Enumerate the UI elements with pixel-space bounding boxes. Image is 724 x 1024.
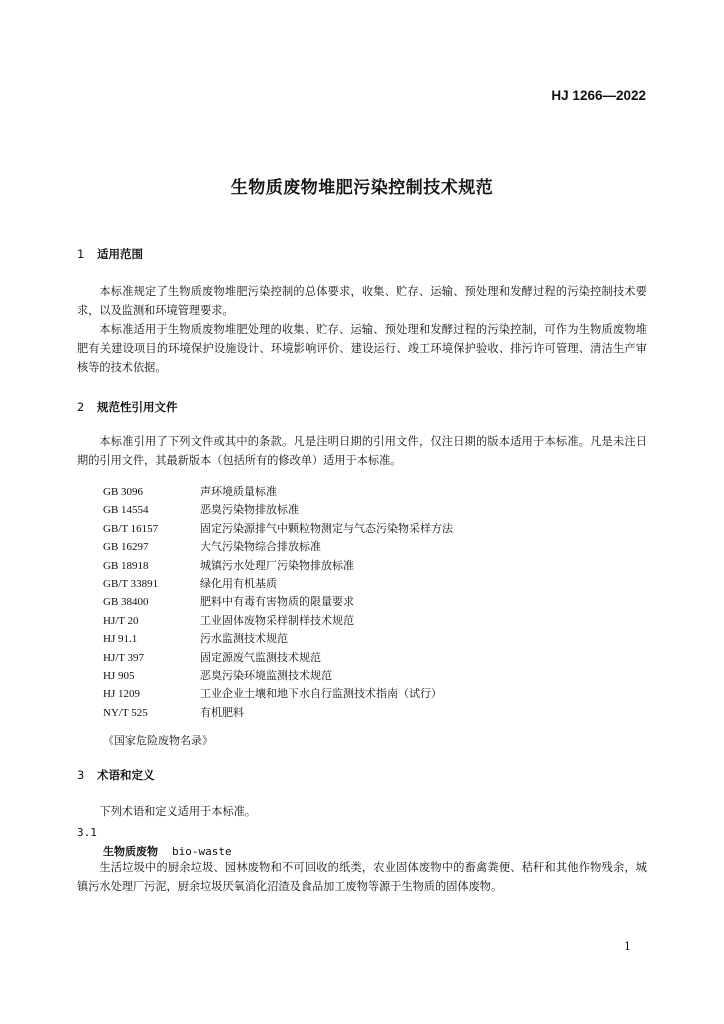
section-1-paragraph-2: 本标准适用于生物质废物堆肥处理的收集、贮存、运输、预处理和发酵过程的污染控制，可作为生物质废物堆肥有关建设项目的环境保护设施设计、环境影响评价、建设运行、竣工环境保护验收、排污许可管理、清洁生产审核等的技术依据。 (77, 323, 647, 374)
section-number: 1 (77, 247, 85, 261)
section-3-heading (77, 767, 155, 783)
reference-code: HJ 91.1 (103, 633, 138, 646)
reference-title: 工业固体废物采样制样技术规范 (200, 613, 354, 627)
list-item (103, 538, 453, 556)
clause-number: 3.1 (77, 826, 97, 839)
reference-code: HJ 905 (103, 669, 135, 682)
reference-code: GB 38400 (103, 596, 149, 609)
list-item (103, 575, 453, 593)
list-item (103, 704, 453, 722)
reference-code: GB/T 33891 (103, 577, 159, 590)
list-item (103, 593, 453, 611)
list-item (103, 520, 453, 538)
list-item (103, 612, 453, 630)
section-2-heading (77, 399, 178, 415)
reference-title: 工业企业土壤和地下水自行监测技术指南（试行） (200, 687, 442, 701)
list-item (103, 649, 453, 667)
reference-code: NY/T 525 (103, 706, 148, 719)
reference-title: 城镇污水处理厂污染物排放标准 (200, 558, 354, 572)
list-item (103, 557, 453, 575)
term-definition: 生活垃圾中的厨余垃圾、园林废物和不可回收的纸类，农业固体废物中的畜禽粪便、秸秆和其他作物残余，城镇污水处理厂污泥，厨余垃圾厌氧消化沼渣及食品加工废物等源于生物质的固体废物。 (77, 861, 647, 893)
reference-code: GB 16297 (103, 541, 149, 554)
reference-code: GB/T 16157 (103, 522, 159, 535)
section-title: 适用范围 (97, 247, 143, 261)
reference-title: 恶臭污染环境监测技术规范 (200, 668, 332, 682)
page-number: 1 (624, 940, 631, 953)
reference-title: 大气污染物综合排放标准 (200, 540, 321, 554)
reference-code: GB 18918 (103, 559, 149, 572)
list-item (103, 483, 453, 501)
list-item (103, 685, 453, 703)
reference-code: HJ/T 20 (103, 614, 139, 627)
list-item (103, 667, 453, 685)
reference-title: 恶臭污染物排放标准 (200, 503, 299, 517)
reference-title: 绿化用有机基质 (200, 576, 277, 590)
reference-title: 污水监测技术规范 (200, 632, 288, 646)
reference-title: 有机肥料 (200, 705, 244, 719)
term-english: bio-waste (172, 845, 232, 858)
section-1-heading (77, 246, 143, 262)
reference-code: GB 14554 (103, 504, 149, 517)
section-number: 2 (77, 400, 85, 414)
hazardous-waste-catalog: 《国家危险废物名录》 (103, 734, 213, 747)
reference-code: HJ/T 397 (103, 651, 145, 664)
section-3-intro: 下列术语和定义适用于本标准。 (99, 805, 257, 818)
reference-title: 固定污染源排气中颗粒物测定与气态污染物采样方法 (200, 521, 453, 535)
document-title: 生物质废物堆肥污染控制技术规范 (230, 178, 494, 198)
reference-code: GB 3096 (103, 486, 144, 498)
section-1-paragraph-1: 本标准规定了生物质废物堆肥污染控制的总体要求，收集、贮存、运输、预处理和发酵过程的污染控制技术要求，以及监测和环境管理要求。 (77, 285, 647, 317)
list-item (103, 501, 453, 519)
reference-title: 声环境质量标准 (200, 485, 277, 498)
reference-title: 固定源废气监测技术规范 (200, 650, 321, 664)
section-2-intro: 本标准引用了下列文件或其中的条款。凡是注明日期的引用文件，仅注日期的版本适用于本标准。凡是未注日期的引用文件，其最新版本（包括所有的修改单）适用于本标准。 (77, 435, 647, 467)
section-title: 术语和定义 (97, 768, 155, 782)
term-chinese: 生物质废物 (103, 845, 158, 858)
reference-list (103, 483, 453, 722)
section-number: 3 (77, 768, 85, 782)
reference-code: HJ 1209 (103, 688, 140, 701)
term-entry (103, 843, 232, 859)
standard-code: HJ 1266—2022 (551, 88, 646, 103)
reference-title: 肥料中有毒有害物质的限量要求 (200, 595, 354, 609)
section-title: 规范性引用文件 (97, 400, 178, 414)
list-item (103, 630, 453, 648)
